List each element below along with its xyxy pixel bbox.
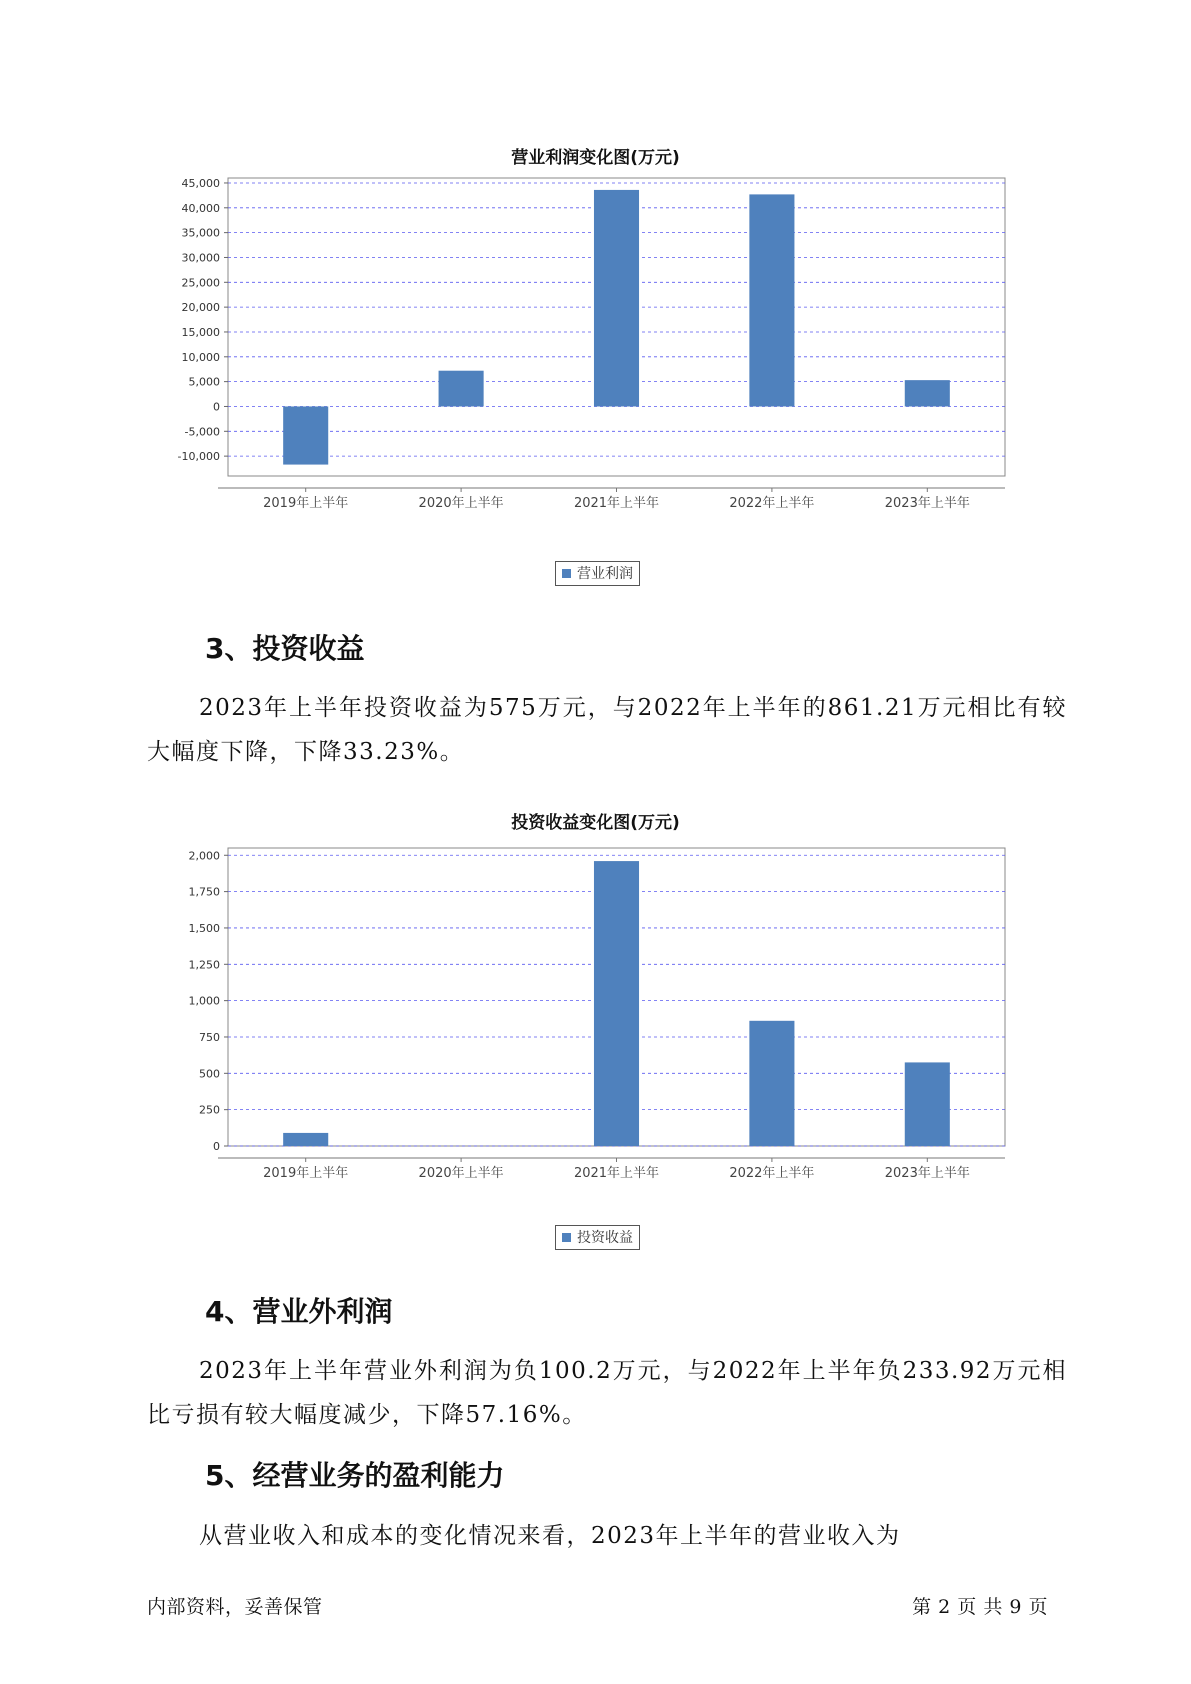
chart2-x-tick-label: 2023年上半年 [884,1166,970,1181]
chart2-legend [555,1225,640,1250]
footer-page-number: 第 2 页 共 9 页 [912,1596,1048,1618]
chart2-legend-label: 投资收益 [577,1230,633,1246]
chart1-bar [905,380,950,406]
chart1-bar [749,194,794,406]
chart2-bar [594,861,639,1146]
section-heading-non-operating-profit: 4、营业外利润 [205,1295,393,1328]
section-heading-investment-income: 3、投资收益 [205,632,365,665]
chart1-bar [283,406,328,464]
chart2-y-tick-label: 750 [199,1030,220,1044]
chart1-y-tick-label: 35,000 [181,226,220,240]
chart2-y-tick-label: 2,000 [188,849,220,863]
chart2-y-tick-label: 1,500 [188,921,220,935]
legend-swatch-icon [562,1233,571,1242]
chart1-y-tick-label: 45,000 [181,176,220,190]
chart2-y-tick-label: 250 [199,1103,220,1117]
operating-profit-chart [150,170,1030,511]
chart2-bar [905,1062,950,1146]
section-heading-operating-profitability: 5、经营业务的盈利能力 [205,1459,505,1492]
chart1-y-tick-label: -10,000 [177,450,220,464]
chart2-x-tick-label: 2022年上半年 [729,1166,815,1181]
chart2-bar [283,1133,328,1146]
chart1-x-tick-label: 2019年上半年 [263,496,349,511]
chart1-y-tick-label: 5,000 [188,375,220,389]
chart1-y-tick-label: -5,000 [184,425,220,439]
chart1-bar [594,190,639,407]
chart1-title: 营业利润变化图(万元) [511,148,680,168]
chart1-y-tick-label: 30,000 [181,251,220,265]
chart2-y-tick-label: 0 [213,1140,220,1153]
chart2-y-tick-label: 1,750 [188,885,220,899]
chart1-x-tick-label: 2020年上半年 [418,496,504,511]
investment-income-chart [150,840,1030,1181]
legend-swatch-icon [562,569,571,578]
chart1-y-tick-label: 15,000 [181,325,220,339]
chart2-x-tick-label: 2021年上半年 [573,1166,660,1181]
chart1-legend [555,561,640,586]
chart1-legend-label: 营业利润 [577,566,633,582]
chart2-y-tick-label: 1,250 [188,958,220,972]
chart2-y-tick-label: 1,000 [188,994,220,1008]
chart2-x-tick-label: 2020年上半年 [418,1166,504,1181]
section-paragraph-non-operating-profit: 2023年上半年营业外利润为负100.2万元，与2022年上半年负233.92万元相比亏损有较大幅度减少，下降57.16%。 [147,1358,1067,1428]
chart1-x-tick-label: 2021年上半年 [573,496,660,511]
footer-confidential-note: 内部资料，妥善保管 [147,1596,323,1618]
chart1-y-tick-label: 0 [213,400,220,414]
chart1-y-tick-label: 40,000 [181,201,220,215]
chart1-y-tick-label: 20,000 [181,301,220,315]
chart2-x-tick-label: 2019年上半年 [263,1166,349,1181]
section-paragraph-operating-profitability: 从营业收入和成本的变化情况来看，2023年上半年的营业收入为 [199,1523,901,1549]
chart1-y-tick-label: 25,000 [181,276,220,290]
chart1-x-tick-label: 2023年上半年 [884,496,970,511]
chart2-y-tick-label: 500 [199,1067,220,1081]
chart1-bar [439,371,484,407]
chart2-title: 投资收益变化图(万元) [511,813,680,833]
section-paragraph-investment-income: 2023年上半年投资收益为575万元，与2022年上半年的861.21万元相比有较大幅度下降，下降33.23%。 [147,695,1067,765]
chart2-bar [749,1021,794,1146]
chart1-x-tick-label: 2022年上半年 [729,496,815,511]
chart1-y-tick-label: 10,000 [181,350,220,364]
